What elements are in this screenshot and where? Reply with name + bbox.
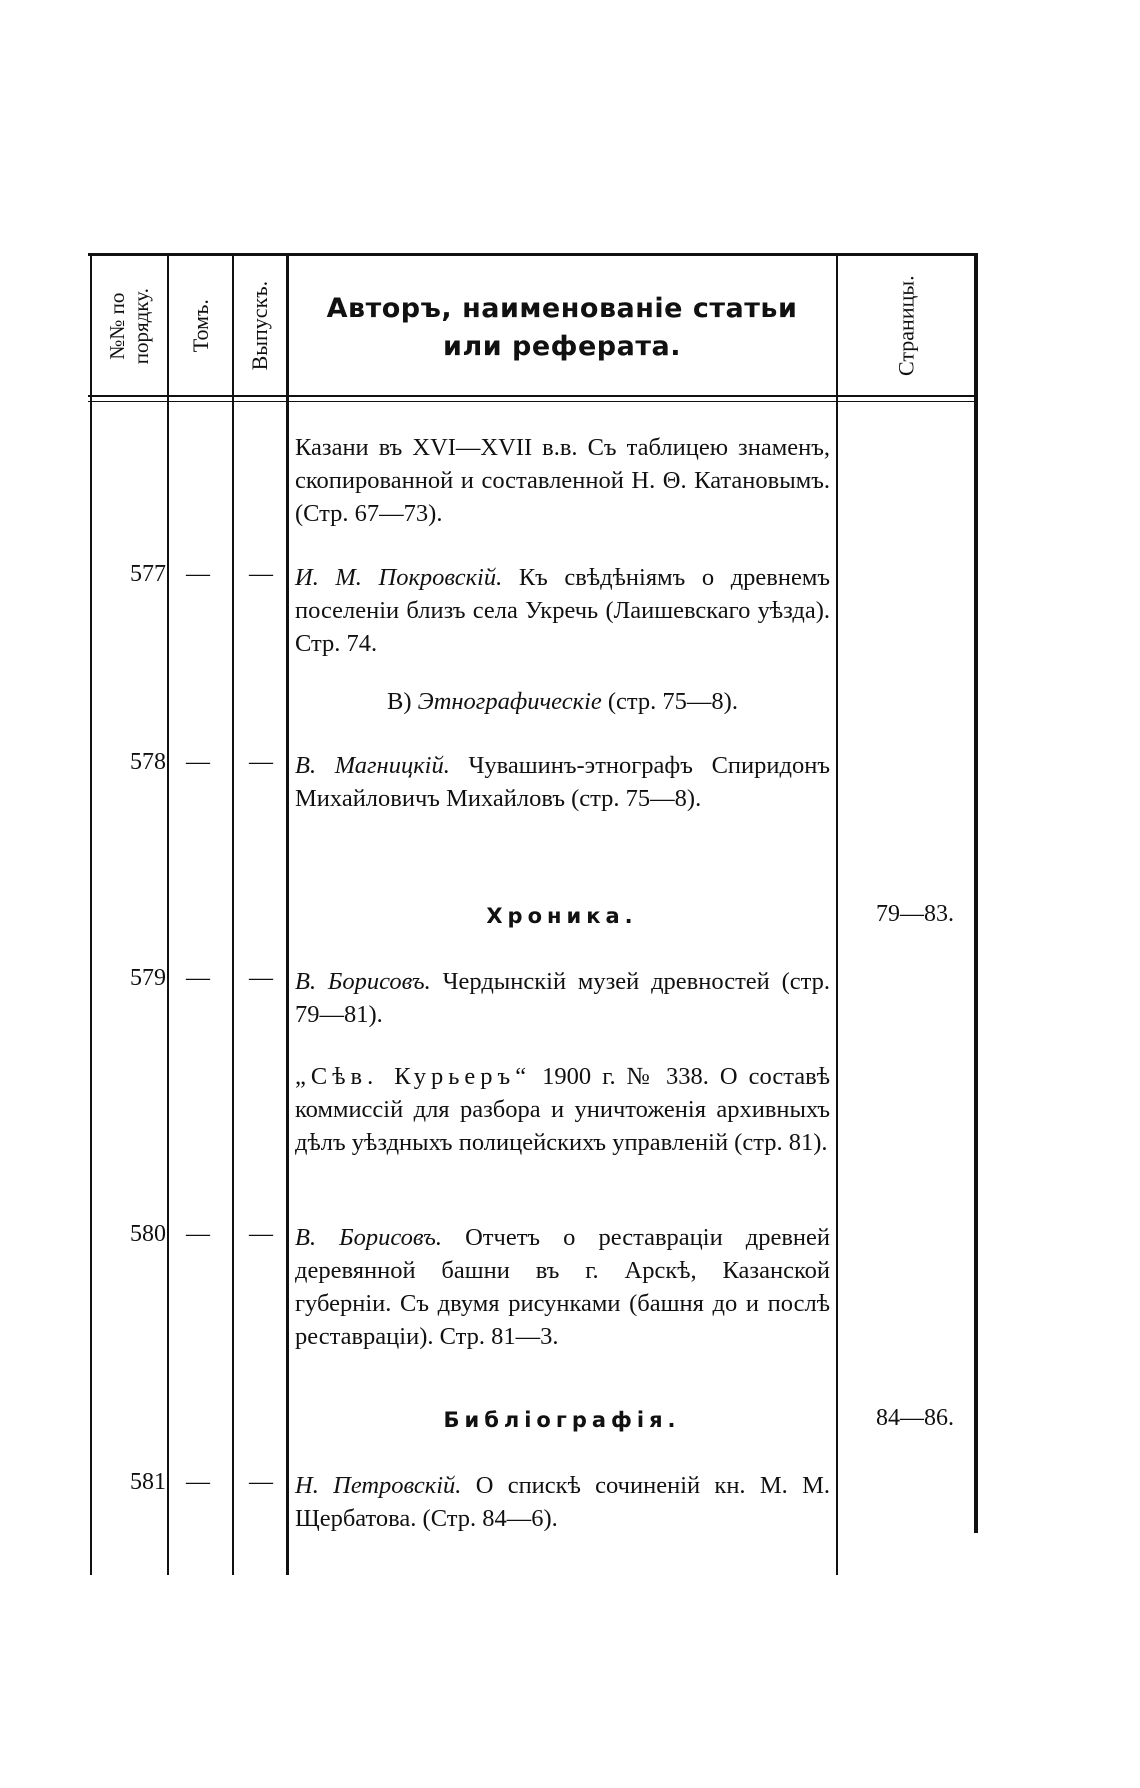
entry-number: 579: [130, 965, 166, 991]
header-pages-label: Страницы.: [893, 275, 919, 377]
subsection-pages: (стр. 75—8).: [607, 688, 738, 715]
section-bibliography-title: Библіографія.: [443, 1408, 681, 1432]
note-text: [295, 1060, 830, 1159]
entry-number: 577: [130, 561, 166, 587]
col-line-3: [286, 253, 289, 1575]
header-title-line1: Авторъ, наименованіе статьи: [326, 293, 798, 324]
entry-vypusk: —: [249, 749, 273, 775]
entry-author: В. Борисовъ.: [295, 1224, 443, 1251]
header-title: [292, 290, 832, 366]
header-pages-column: [838, 256, 974, 396]
continuation-text: Казани въ XVI—XVII в.в. Съ таблицею знаменъ, скопированной и составленной Н. Θ. Катановымъ. (Стр. 67—73).: [295, 434, 830, 527]
entry-number: 581: [130, 1469, 166, 1495]
entry-tom: —: [186, 1469, 210, 1495]
entry-number: 578: [130, 749, 166, 775]
section-chronicle-pages: 79—83.: [876, 901, 954, 927]
entry-tom: —: [186, 749, 210, 775]
col-line-2: [232, 253, 234, 1575]
header-number-column: [92, 256, 167, 396]
entry-description: О спискѣ сочиненій кн. М. М. Щербатова. (Стр. 84—6).: [295, 1472, 830, 1532]
entry-author: Н. Петровскій.: [295, 1472, 462, 1499]
col-line-1: [167, 253, 169, 1575]
note-description: 1900 г. № 338. О составѣ коммиссій для разбора и уничтоженія архивныхъ дѣлъ уѣздныхъ полицейскихъ управленій (стр. 81).: [295, 1063, 831, 1156]
entry-description: Къ свѣдѣніямъ о древнемъ поселеніи близъ села Укречь (Лаишевскаго уѣзда). Стр. 74.: [295, 564, 831, 657]
entry-number: 580: [130, 1221, 166, 1247]
subsection-title: Этнографическіе: [417, 688, 602, 715]
header-title-line2: или реферата.: [443, 330, 681, 362]
header-vypusk-column: [234, 256, 286, 396]
entry-580-text: [295, 1221, 830, 1353]
entry-tom: —: [186, 1221, 210, 1247]
entry-577-text: [295, 561, 830, 660]
section-chronicle-title: Хроника.: [486, 904, 638, 928]
entry-578-text: [295, 749, 830, 815]
entry-description: Отчетъ о реставраціи древней деревянной башни въ г. Арскѣ, Казанской губерніи. Съ двумя рисунками (башня до и послѣ реставраціи). Стр. 81—3.: [295, 1224, 831, 1350]
col-line-4: [836, 253, 838, 1575]
header-tom-column: [169, 256, 232, 396]
header-vypusk-label: Выпускъ.: [247, 281, 273, 371]
entry-tom: —: [186, 561, 210, 587]
subsection-heading: [295, 685, 830, 718]
section-bibliography-pages: 84—86.: [876, 1405, 954, 1431]
entry-description: Чувашинъ-этнографъ Спиридонъ Михайловичъ Михайловъ (стр. 75—8).: [295, 752, 830, 812]
entry-vypusk: —: [249, 561, 273, 587]
entry-vypusk: —: [249, 1221, 273, 1247]
col-line-left: [90, 253, 92, 1575]
entry-author: В. Борисовъ.: [295, 968, 431, 995]
header-number-label: №№ по порядку.: [105, 287, 154, 365]
entry-tom: —: [186, 965, 210, 991]
entry-description: Чердынскій музей древностей (стр. 79—81).: [295, 968, 831, 1028]
note-source: „Сѣв. Курьеръ“: [295, 1063, 532, 1090]
entry-author: В. Магницкій.: [295, 752, 450, 779]
entry-579-text: [295, 965, 830, 1031]
entry-581-text: [295, 1469, 830, 1535]
entry-vypusk: —: [249, 1469, 273, 1495]
entry-author: И. М. Покровскій.: [295, 564, 503, 591]
col-line-right: [974, 253, 978, 1533]
header-tom-label: Томъ.: [187, 299, 213, 353]
entry-vypusk: —: [249, 965, 273, 991]
subsection-label: В): [387, 688, 412, 715]
header-bottom-border-2: [88, 401, 978, 402]
